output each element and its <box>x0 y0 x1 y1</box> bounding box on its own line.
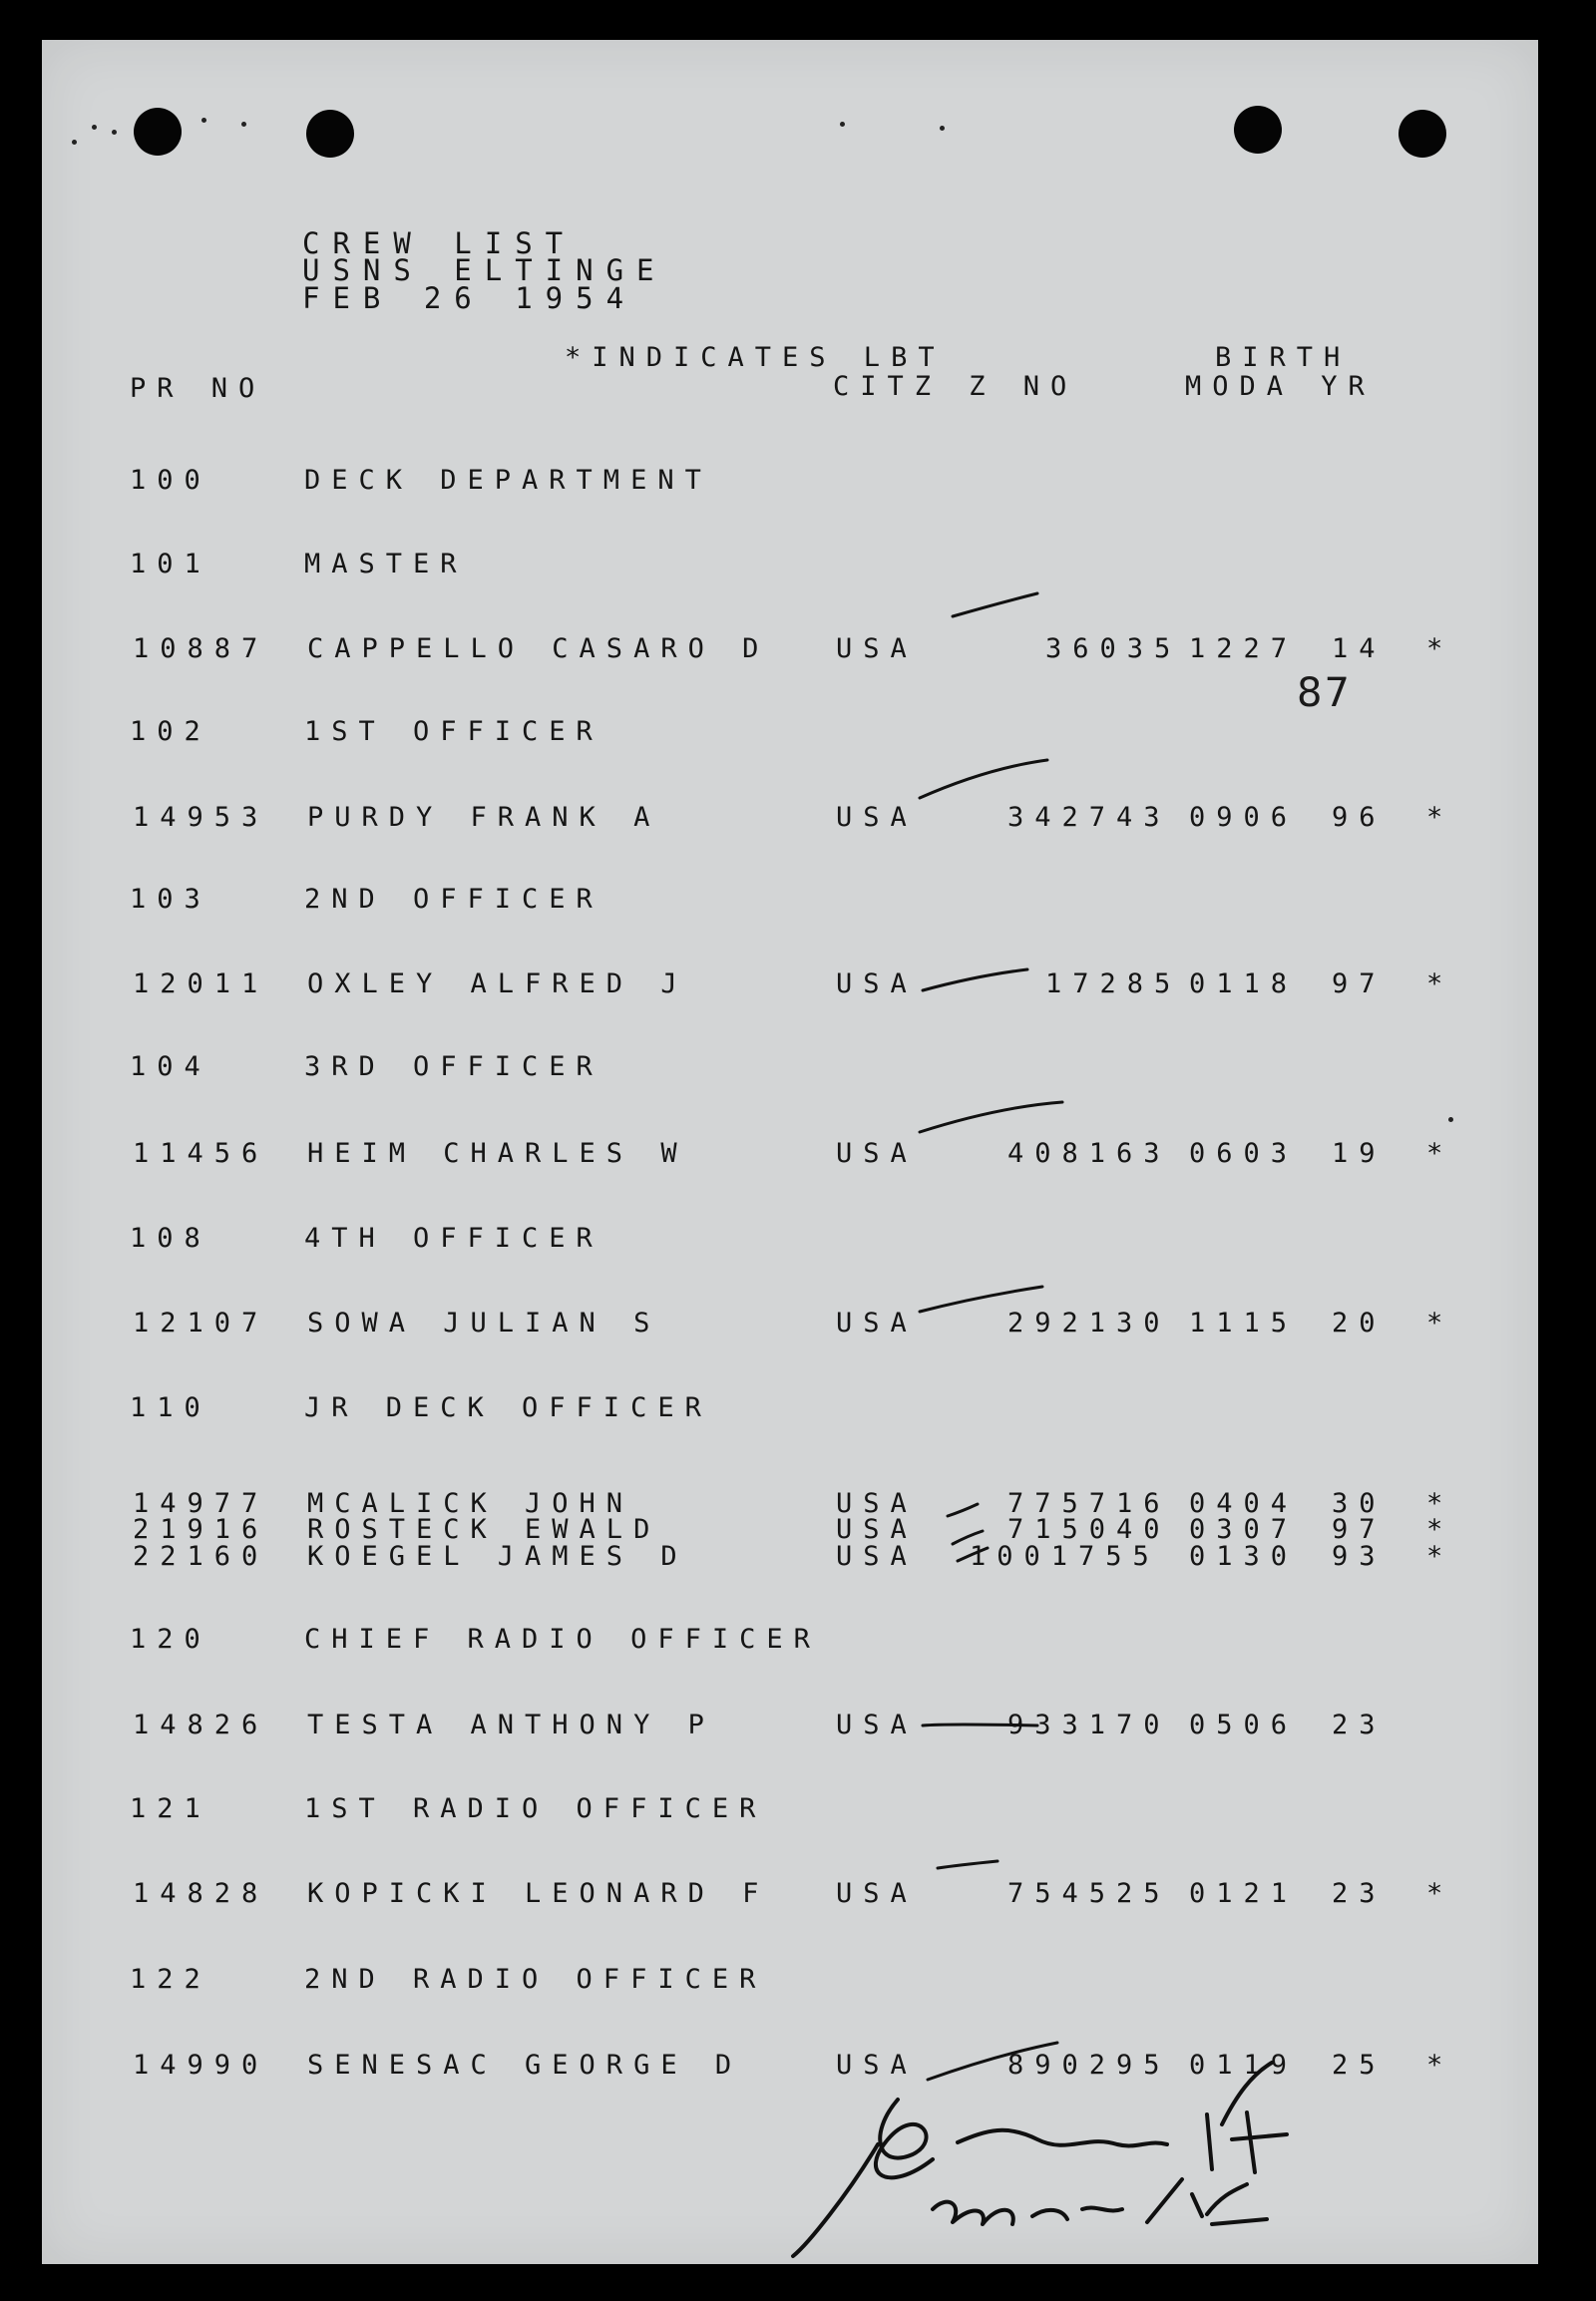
crew-name: CAPPELLO CASARO D <box>307 633 770 664</box>
crew-birth-moda: 0121 <box>1189 1878 1299 1909</box>
column-pr-no: PR NO <box>130 373 266 404</box>
crew-birth-yr: 96 <box>1332 802 1387 833</box>
crew-pr-no: 14953 <box>133 802 269 833</box>
position-code: 102 <box>130 716 211 747</box>
crew-birth-yr: 20 <box>1332 1308 1387 1339</box>
crew-z-number: 775716 <box>1007 1488 1171 1519</box>
crew-name: PURDY FRANK A <box>307 802 661 833</box>
crew-birth-moda: 1227 <box>1189 633 1299 664</box>
crew-birth-moda: 0307 <box>1189 1514 1299 1545</box>
crew-birth-moda: 1115 <box>1189 1308 1299 1339</box>
column-moda-yr: MODA YR <box>1185 371 1376 402</box>
crew-name: KOEGEL JAMES D <box>307 1541 688 1572</box>
crew-z-number: 754525 <box>1007 1878 1171 1909</box>
position-title: JR DECK OFFICER <box>304 1392 712 1423</box>
crew-birth-yr: 25 <box>1332 2050 1387 2081</box>
crew-birth-moda: 0506 <box>1189 1710 1299 1740</box>
crew-birth-moda: 0119 <box>1189 2050 1299 2081</box>
crew-citizenship: USA <box>836 1488 918 1519</box>
crew-name: KOPICKI LEONARD F <box>307 1878 770 1909</box>
crew-z-number: 933170 <box>1007 1710 1171 1740</box>
crew-lbt-mark: * <box>1426 633 1454 664</box>
crew-z-number: 408163 <box>1007 1138 1171 1169</box>
crew-pr-no: 14990 <box>133 2050 269 2081</box>
position-code: 108 <box>130 1223 211 1254</box>
crew-z-number: 1001755 <box>970 1541 1160 1572</box>
crew-pr-no: 14977 <box>133 1488 269 1519</box>
crew-z-number: 17285 <box>1045 968 1182 999</box>
position-code: 104 <box>130 1051 211 1082</box>
crew-z-number: 342743 <box>1007 802 1171 833</box>
crew-lbt-mark: * <box>1426 1541 1454 1572</box>
doc-title-line3: FEB 26 1954 <box>302 281 637 315</box>
page-note-number: 87 <box>1297 670 1352 716</box>
crew-name: SOWA JULIAN S <box>307 1308 661 1339</box>
crew-lbt-mark: * <box>1426 1138 1454 1169</box>
crew-birth-yr: 23 <box>1332 1710 1387 1740</box>
position-code: 120 <box>130 1624 211 1655</box>
crew-citizenship: USA <box>836 1308 918 1339</box>
position-code: 122 <box>130 1964 211 1995</box>
crew-birth-yr: 97 <box>1332 968 1387 999</box>
crew-lbt-mark: * <box>1426 1488 1454 1519</box>
doc-title-line2: USNS ELTINGE <box>302 253 667 287</box>
crew-lbt-mark: * <box>1426 2050 1454 2081</box>
crew-name: SENESAC GEORGE D <box>307 2050 743 2081</box>
crew-birth-moda: 0906 <box>1189 802 1299 833</box>
position-title: 1ST OFFICER <box>304 716 603 747</box>
crew-pr-no: 14826 <box>133 1710 269 1740</box>
department-title: DECK DEPARTMENT <box>304 465 712 496</box>
crew-birth-moda: 0118 <box>1189 968 1299 999</box>
crew-lbt-mark: * <box>1426 1514 1454 1545</box>
crew-citizenship: USA <box>836 1541 918 1572</box>
crew-z-number: 715040 <box>1007 1514 1171 1545</box>
crew-pr-no: 21916 <box>133 1514 269 1545</box>
crew-birth-yr: 30 <box>1332 1488 1387 1519</box>
position-title: 4TH OFFICER <box>304 1223 603 1254</box>
position-title: MASTER <box>304 549 468 579</box>
position-code: 110 <box>130 1392 211 1423</box>
crew-birth-yr: 97 <box>1332 1514 1387 1545</box>
column-birth: BIRTH <box>1215 342 1352 373</box>
crew-citizenship: USA <box>836 1514 918 1545</box>
crew-z-number: 292130 <box>1007 1308 1171 1339</box>
crew-pr-no: 14828 <box>133 1878 269 1909</box>
crew-citizenship: USA <box>836 1878 918 1909</box>
crew-birth-yr: 19 <box>1332 1138 1387 1169</box>
position-code: 101 <box>130 549 211 579</box>
position-title: 3RD OFFICER <box>304 1051 603 1082</box>
crew-z-number: 36035 <box>1045 633 1182 664</box>
crew-z-number: 890295 <box>1007 2050 1171 2081</box>
department-code: 100 <box>130 465 211 496</box>
position-title: 1ST RADIO OFFICER <box>304 1793 767 1824</box>
column-citz-z-no: CITZ Z NO <box>833 371 1078 402</box>
crew-lbt-mark: * <box>1426 968 1454 999</box>
position-code: 121 <box>130 1793 211 1824</box>
crew-pr-no: 22160 <box>133 1541 269 1572</box>
crew-citizenship: USA <box>836 1710 918 1740</box>
crew-birth-yr: 14 <box>1332 633 1387 664</box>
crew-birth-moda: 0404 <box>1189 1488 1299 1519</box>
crew-birth-moda: 0130 <box>1189 1541 1299 1572</box>
position-code: 103 <box>130 884 211 915</box>
crew-name: ROSTECK EWALD <box>307 1514 661 1545</box>
crew-citizenship: USA <box>836 633 918 664</box>
position-title: 2ND OFFICER <box>304 884 603 915</box>
crew-pr-no: 12107 <box>133 1308 269 1339</box>
crew-pr-no: 10887 <box>133 633 269 664</box>
crew-name: MCALICK JOHN <box>307 1488 634 1519</box>
crew-lbt-mark: * <box>1426 1878 1454 1909</box>
crew-birth-moda: 0603 <box>1189 1138 1299 1169</box>
crew-birth-yr: 23 <box>1332 1878 1387 1909</box>
crew-citizenship: USA <box>836 802 918 833</box>
crew-name: OXLEY ALFRED J <box>307 968 688 999</box>
crew-citizenship: USA <box>836 2050 918 2081</box>
crew-citizenship: USA <box>836 968 918 999</box>
crew-lbt-mark: * <box>1426 802 1454 833</box>
crew-pr-no: 12011 <box>133 968 269 999</box>
crew-name: TESTA ANTHONY P <box>307 1710 715 1740</box>
crew-name: HEIM CHARLES W <box>307 1138 688 1169</box>
crew-citizenship: USA <box>836 1138 918 1169</box>
crew-pr-no: 11456 <box>133 1138 269 1169</box>
column-legend: *INDICATES LBT <box>565 342 946 373</box>
crew-lbt-mark: * <box>1426 1308 1454 1339</box>
position-title: CHIEF RADIO OFFICER <box>304 1624 821 1655</box>
crew-birth-yr: 93 <box>1332 1541 1387 1572</box>
doc-title-line1: CREW LIST <box>302 226 577 260</box>
position-title: 2ND RADIO OFFICER <box>304 1964 767 1995</box>
